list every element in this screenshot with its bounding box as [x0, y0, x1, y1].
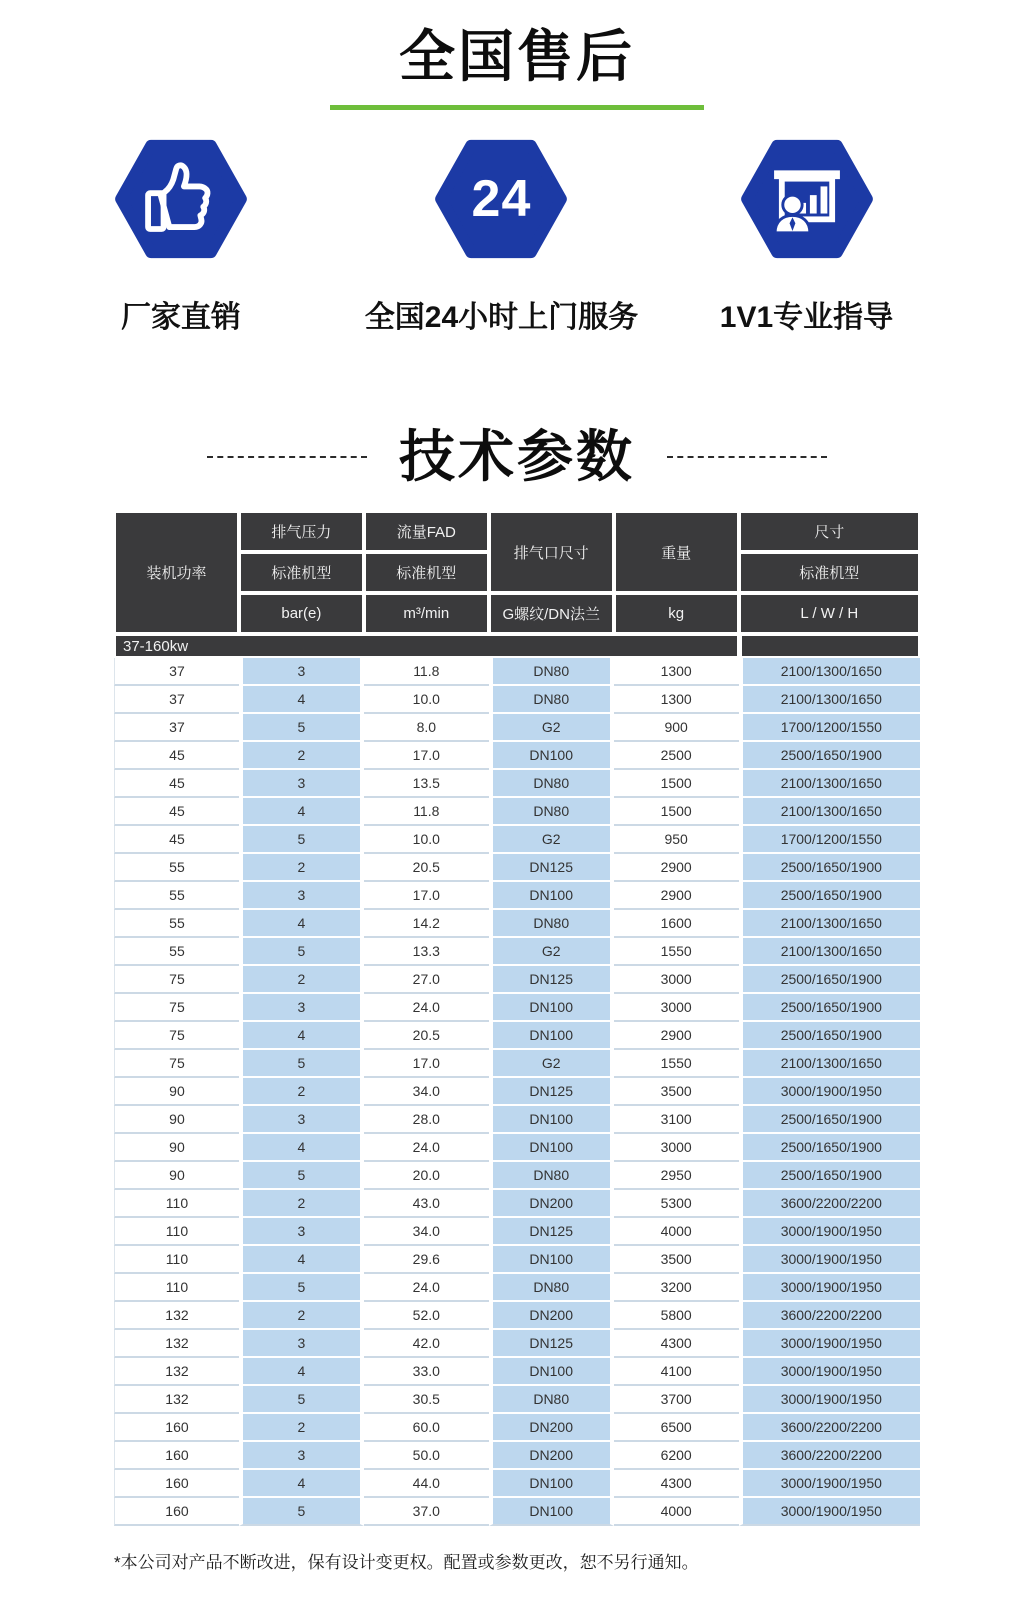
table-cell: 2 [239, 854, 364, 882]
table-cell: 2500/1650/1900 [739, 882, 920, 910]
table-row [114, 1162, 920, 1190]
table-cell: 11.8 [364, 658, 489, 686]
table-row [114, 1302, 920, 1330]
table-cell: 6200 [614, 1442, 739, 1470]
table-cell: 52.0 [364, 1302, 489, 1330]
table-cell: 4 [239, 1022, 364, 1050]
table-cell: 1500 [614, 770, 739, 798]
header-flow-model: 标准机型 [364, 552, 489, 593]
table-cell: 2500/1650/1900 [739, 742, 920, 770]
table-cell: 60.0 [364, 1414, 489, 1442]
table-cell: 2100/1300/1650 [739, 798, 920, 826]
table-cell: 110 [114, 1190, 239, 1218]
table-cell: 3500 [614, 1246, 739, 1274]
table-cell: DN100 [489, 1022, 614, 1050]
table-cell: 3000/1900/1950 [739, 1330, 920, 1358]
table-cell: 2100/1300/1650 [739, 658, 920, 686]
header-pressure-model: 标准机型 [239, 552, 364, 593]
table-cell: 5 [239, 1050, 364, 1078]
table-cell: 33.0 [364, 1358, 489, 1386]
table-cell: 27.0 [364, 966, 489, 994]
table-row [114, 686, 920, 714]
table-cell: 160 [114, 1414, 239, 1442]
table-cell: 45 [114, 770, 239, 798]
table-cell: 2100/1300/1650 [739, 770, 920, 798]
table-cell: 2100/1300/1650 [739, 910, 920, 938]
table-cell: 3600/2200/2200 [739, 1442, 920, 1470]
table-cell: 3 [239, 1218, 364, 1246]
table-cell: DN200 [489, 1302, 614, 1330]
table-cell: 50.0 [364, 1442, 489, 1470]
table-cell: 4 [239, 798, 364, 826]
table-cell: 8.0 [364, 714, 489, 742]
table-cell: DN80 [489, 770, 614, 798]
specs-section [0, 426, 1034, 1574]
table-cell: 2500/1650/1900 [739, 1134, 920, 1162]
table-cell: DN80 [489, 1386, 614, 1414]
table-cell: 160 [114, 1442, 239, 1470]
table-cell: DN80 [489, 686, 614, 714]
table-cell: 4 [239, 686, 364, 714]
table-cell: 950 [614, 826, 739, 854]
table-cell: 2500/1650/1900 [739, 966, 920, 994]
table-row [114, 1050, 920, 1078]
table-cell: 75 [114, 994, 239, 1022]
table-cell: 37 [114, 658, 239, 686]
table-cell: 90 [114, 1078, 239, 1106]
table-cell: 3 [239, 994, 364, 1022]
header-pressure-unit: bar(e) [239, 593, 364, 634]
table-cell: 3000/1900/1950 [739, 1246, 920, 1274]
table-cell: DN100 [489, 1470, 614, 1498]
table-cell: 5800 [614, 1302, 739, 1330]
table-cell: 3000/1900/1950 [739, 1470, 920, 1498]
table-cell: 3 [239, 658, 364, 686]
table-cell: 55 [114, 854, 239, 882]
table-cell: 1550 [614, 938, 739, 966]
table-cell: 37 [114, 686, 239, 714]
table-row [114, 966, 920, 994]
table-cell: 37 [114, 714, 239, 742]
table-cell: 2500/1650/1900 [739, 994, 920, 1022]
table-row [114, 1218, 920, 1246]
table-row [114, 1246, 920, 1274]
feature-label: 厂家直销 [120, 300, 241, 334]
table-cell: 14.2 [364, 910, 489, 938]
left-dash-rule [207, 456, 367, 458]
table-cell: 2900 [614, 882, 739, 910]
specs-table [114, 511, 920, 1526]
table-cell: 45 [114, 742, 239, 770]
table-cell: 13.3 [364, 938, 489, 966]
table-cell: 160 [114, 1498, 239, 1526]
feature-1v1-guidance [641, 138, 972, 336]
table-cell: 5 [239, 1498, 364, 1526]
table-cell: 55 [114, 882, 239, 910]
table-row [114, 1330, 920, 1358]
table-cell: 24.0 [364, 1274, 489, 1302]
specs-table-body [114, 658, 920, 1526]
table-cell: 13.5 [364, 770, 489, 798]
table-cell: 55 [114, 910, 239, 938]
table-row [114, 938, 920, 966]
table-row [114, 1386, 920, 1414]
table-cell: 3 [239, 882, 364, 910]
power-range-band-spacer [739, 634, 920, 658]
table-cell: 37.0 [364, 1498, 489, 1526]
table-cell: 45 [114, 798, 239, 826]
header-power: 装机功率 [114, 511, 239, 634]
header-pressure: 排气压力 [239, 511, 364, 552]
table-row [114, 770, 920, 798]
table-cell: 5 [239, 1386, 364, 1414]
table-cell: 110 [114, 1246, 239, 1274]
table-cell: 2 [239, 1078, 364, 1106]
table-cell: 75 [114, 966, 239, 994]
table-cell: 3000/1900/1950 [739, 1274, 920, 1302]
table-cell: DN200 [489, 1414, 614, 1442]
table-cell: DN125 [489, 1078, 614, 1106]
table-cell: 24.0 [364, 1134, 489, 1162]
table-cell: 1550 [614, 1050, 739, 1078]
page-title: 全国售后 [399, 25, 635, 88]
feature-24h-service [362, 138, 641, 336]
table-cell: G2 [489, 714, 614, 742]
header-outlet: 排气口尺寸 [489, 511, 614, 593]
table-cell: 2900 [614, 1022, 739, 1050]
table-cell: DN125 [489, 1330, 614, 1358]
table-cell: 3600/2200/2200 [739, 1302, 920, 1330]
thumbs-up-icon [113, 138, 249, 260]
table-cell: 4300 [614, 1330, 739, 1358]
table-row [114, 798, 920, 826]
table-cell: DN80 [489, 658, 614, 686]
table-cell: 4 [239, 1134, 364, 1162]
table-cell: 17.0 [364, 1050, 489, 1078]
table-cell: 2100/1300/1650 [739, 938, 920, 966]
table-cell: 5 [239, 714, 364, 742]
header-outlet-unit: G螺纹/DN法兰 [489, 593, 614, 634]
table-row [114, 910, 920, 938]
table-row [114, 1134, 920, 1162]
table-cell: 1700/1200/1550 [739, 826, 920, 854]
table-cell: 1700/1200/1550 [739, 714, 920, 742]
specs-title: 技术参数 [399, 424, 635, 488]
footnote: *本公司对产品不断改进，保有设计变更权。配置或参数更改，恕不另行通知。 [114, 1553, 699, 1573]
table-cell: 3700 [614, 1386, 739, 1414]
title-underline [330, 105, 704, 110]
24-hour-icon [433, 138, 569, 260]
table-cell: 5 [239, 1274, 364, 1302]
table-cell: 132 [114, 1358, 239, 1386]
table-cell: 10.0 [364, 686, 489, 714]
table-cell: 2 [239, 1414, 364, 1442]
specs-title-row [0, 426, 1034, 488]
table-cell: DN125 [489, 854, 614, 882]
after-sales-section [0, 0, 1034, 336]
24-badge-text: 24 [471, 169, 532, 228]
table-row [114, 1470, 920, 1498]
table-cell: 3000/1900/1950 [739, 1386, 920, 1414]
table-cell: DN100 [489, 1498, 614, 1526]
table-cell: 2950 [614, 1162, 739, 1190]
table-cell: 4 [239, 1470, 364, 1498]
header-dims-unit: L / W / H [739, 593, 920, 634]
table-cell: 4 [239, 910, 364, 938]
table-cell: 3 [239, 1106, 364, 1134]
table-cell: 2100/1300/1650 [739, 686, 920, 714]
table-cell: 45 [114, 826, 239, 854]
table-cell: 4 [239, 1246, 364, 1274]
table-cell: 3 [239, 1442, 364, 1470]
table-cell: DN200 [489, 1442, 614, 1470]
table-cell: 2500/1650/1900 [739, 1022, 920, 1050]
table-cell: 160 [114, 1470, 239, 1498]
table-cell: DN80 [489, 1162, 614, 1190]
table-cell: 44.0 [364, 1470, 489, 1498]
table-cell: 1300 [614, 686, 739, 714]
table-cell: 1600 [614, 910, 739, 938]
power-range-band: 37-160kw [114, 634, 739, 658]
table-cell: DN100 [489, 1358, 614, 1386]
table-row [114, 742, 920, 770]
table-cell: 90 [114, 1106, 239, 1134]
table-cell: 2 [239, 1190, 364, 1218]
table-cell: 3000/1900/1950 [739, 1498, 920, 1526]
table-cell: DN125 [489, 966, 614, 994]
table-cell: 29.6 [364, 1246, 489, 1274]
table-row [114, 1414, 920, 1442]
table-cell: DN80 [489, 798, 614, 826]
header-flow-unit: m³/min [364, 593, 489, 634]
table-cell: 34.0 [364, 1078, 489, 1106]
table-cell: 2500/1650/1900 [739, 1162, 920, 1190]
table-cell: 30.5 [364, 1386, 489, 1414]
table-cell: 110 [114, 1274, 239, 1302]
table-cell: 2 [239, 1302, 364, 1330]
specs-table-header [114, 511, 920, 658]
table-cell: 17.0 [364, 882, 489, 910]
table-cell: 4300 [614, 1470, 739, 1498]
feature-label: 1V1专业指导 [719, 300, 894, 334]
table-cell: 4000 [614, 1498, 739, 1526]
table-cell: 5 [239, 1162, 364, 1190]
right-dash-rule [667, 456, 827, 458]
table-cell: 1300 [614, 658, 739, 686]
table-cell: 132 [114, 1386, 239, 1414]
table-cell: G2 [489, 938, 614, 966]
table-cell: 3000/1900/1950 [739, 1218, 920, 1246]
table-row [114, 1022, 920, 1050]
table-cell: DN100 [489, 882, 614, 910]
table-cell: 2 [239, 966, 364, 994]
table-cell: 6500 [614, 1414, 739, 1442]
table-cell: 43.0 [364, 1190, 489, 1218]
table-cell: 34.0 [364, 1218, 489, 1246]
feature-factory-direct [0, 138, 362, 336]
table-cell: 3000 [614, 966, 739, 994]
table-cell: 5 [239, 938, 364, 966]
table-cell: 11.8 [364, 798, 489, 826]
feature-list [0, 138, 1034, 336]
table-row [114, 1190, 920, 1218]
table-cell: 10.0 [364, 826, 489, 854]
table-cell: 3200 [614, 1274, 739, 1302]
header-weight: 重量 [614, 511, 739, 593]
table-cell: 132 [114, 1330, 239, 1358]
table-cell: DN100 [489, 994, 614, 1022]
table-cell: 2500 [614, 742, 739, 770]
table-cell: 1500 [614, 798, 739, 826]
table-row [114, 1498, 920, 1526]
table-cell: DN80 [489, 1274, 614, 1302]
header-dims: 尺寸 [739, 511, 920, 552]
table-cell: 3600/2200/2200 [739, 1190, 920, 1218]
table-cell: 20.0 [364, 1162, 489, 1190]
header-dims-model: 标准机型 [739, 552, 920, 593]
table-row [114, 1106, 920, 1134]
table-row [114, 854, 920, 882]
table-cell: 110 [114, 1218, 239, 1246]
table-cell: DN100 [489, 1134, 614, 1162]
table-cell: 3000 [614, 1134, 739, 1162]
table-cell: 75 [114, 1050, 239, 1078]
table-cell: DN100 [489, 1106, 614, 1134]
table-cell: 3 [239, 770, 364, 798]
table-row [114, 994, 920, 1022]
table-row [114, 882, 920, 910]
table-cell: 24.0 [364, 994, 489, 1022]
table-row [114, 1274, 920, 1302]
header-weight-unit: kg [614, 593, 739, 634]
table-cell: DN100 [489, 742, 614, 770]
table-row [114, 826, 920, 854]
table-cell: 900 [614, 714, 739, 742]
table-row [114, 658, 920, 686]
table-cell: 4000 [614, 1218, 739, 1246]
table-cell: 20.5 [364, 854, 489, 882]
header-flow: 流量FAD [364, 511, 489, 552]
table-cell: DN200 [489, 1190, 614, 1218]
presentation-icon [739, 138, 875, 260]
table-cell: 90 [114, 1162, 239, 1190]
table-cell: 75 [114, 1022, 239, 1050]
table-cell: 2500/1650/1900 [739, 854, 920, 882]
table-cell: DN125 [489, 1218, 614, 1246]
table-cell: 2 [239, 742, 364, 770]
table-row [114, 1078, 920, 1106]
table-cell: G2 [489, 1050, 614, 1078]
table-cell: 28.0 [364, 1106, 489, 1134]
table-cell: 132 [114, 1302, 239, 1330]
table-cell: 3 [239, 1330, 364, 1358]
table-cell: 20.5 [364, 1022, 489, 1050]
table-row [114, 714, 920, 742]
table-row [114, 1358, 920, 1386]
table-cell: 17.0 [364, 742, 489, 770]
table-cell: 3600/2200/2200 [739, 1414, 920, 1442]
table-cell: 55 [114, 938, 239, 966]
table-cell: 5300 [614, 1190, 739, 1218]
feature-label: 全国24小时上门服务 [364, 300, 639, 334]
table-cell: 4 [239, 1358, 364, 1386]
table-cell: 4100 [614, 1358, 739, 1386]
table-cell: DN80 [489, 910, 614, 938]
table-cell: 3000/1900/1950 [739, 1358, 920, 1386]
table-cell: 3000 [614, 994, 739, 1022]
table-cell: 3500 [614, 1078, 739, 1106]
table-row [114, 1442, 920, 1470]
table-cell: 2900 [614, 854, 739, 882]
table-cell: 3100 [614, 1106, 739, 1134]
table-cell: G2 [489, 826, 614, 854]
table-cell: DN100 [489, 1246, 614, 1274]
table-cell: 3000/1900/1950 [739, 1078, 920, 1106]
table-cell: 2100/1300/1650 [739, 1050, 920, 1078]
table-cell: 5 [239, 826, 364, 854]
table-cell: 42.0 [364, 1330, 489, 1358]
table-cell: 2500/1650/1900 [739, 1106, 920, 1134]
table-cell: 90 [114, 1134, 239, 1162]
